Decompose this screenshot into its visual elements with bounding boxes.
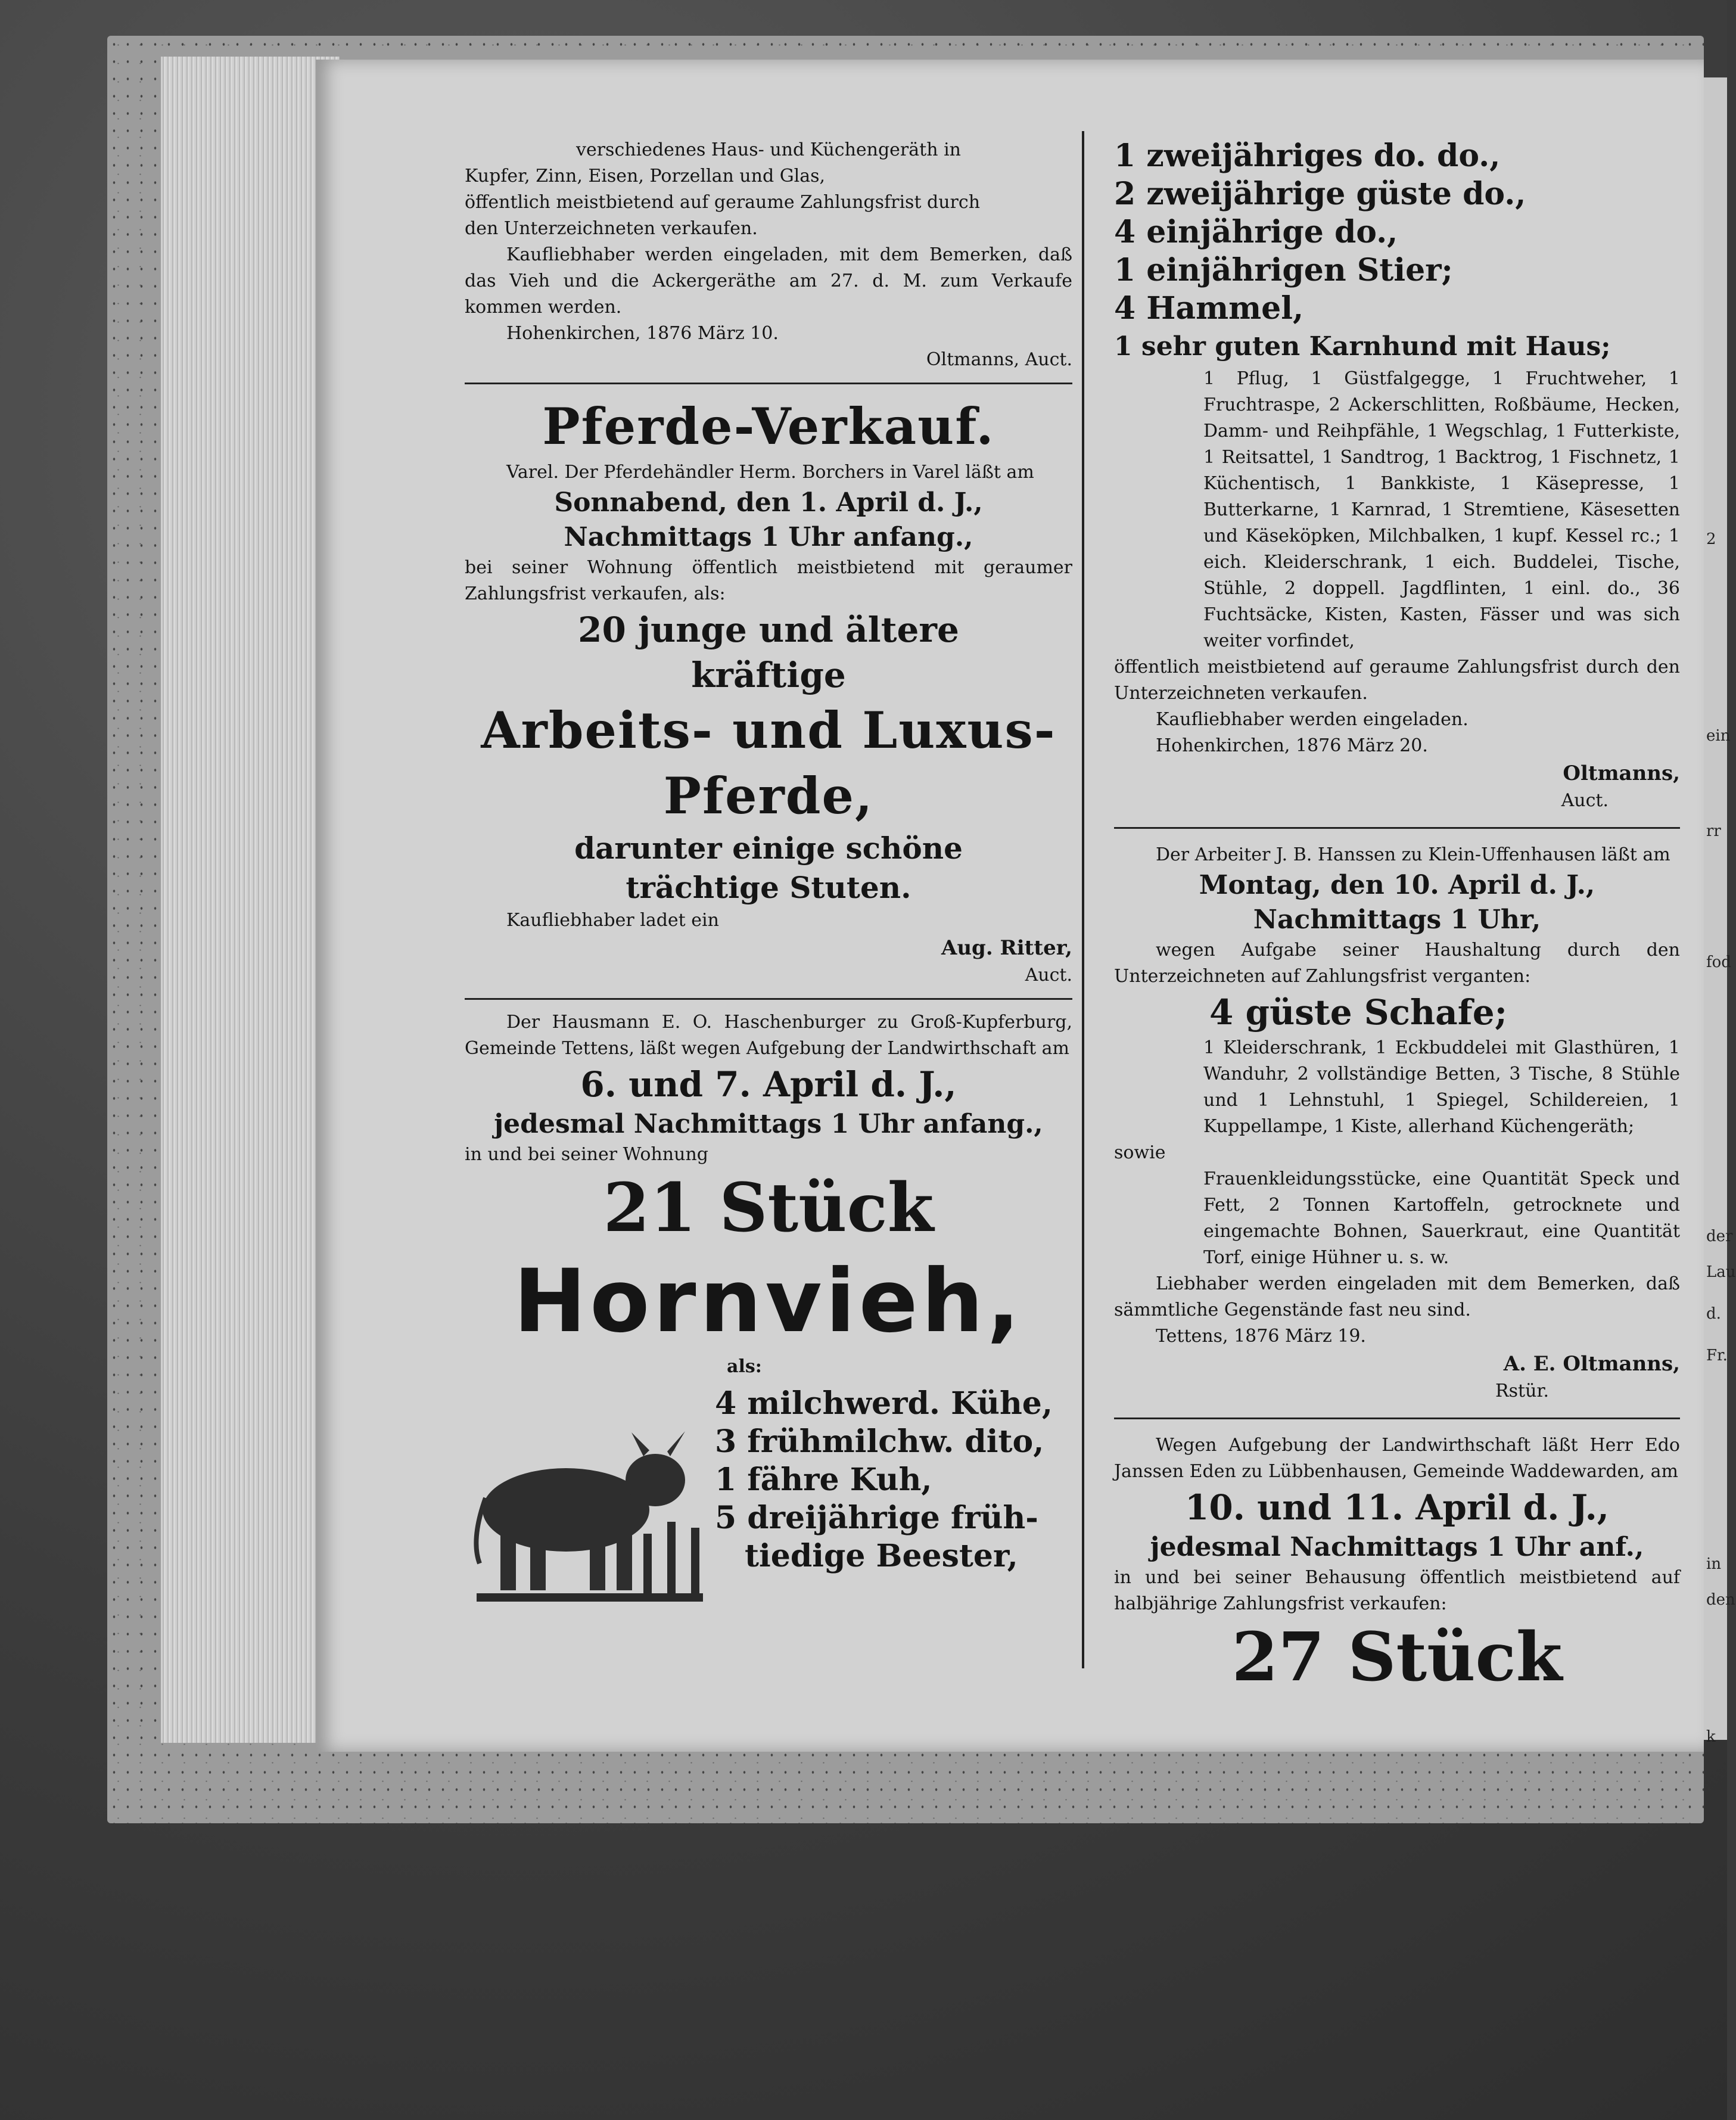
cattle-item: 3 frühmilchw. dito, [715,1423,1044,1460]
edo-sale-date: 10. und 11. April d. J., [1185,1487,1609,1528]
livestock-item: 4 einjährige do., [1114,214,1398,250]
cattle-sale-lead: Der Hausmann E. O. Haschenburger zu Groß-Kupferburg, Gemeinde Tettens, läßt wegen Aufgebung der Landwirthschaft am [465,1012,1072,1059]
intro-line: Kupfer, Zinn, Eisen, Porzellan und Glas, [465,166,826,186]
sheep-sale-terms: wegen Aufgabe seiner Haushaltung durch den Unterzeichneten auf Zahlungsfrist verganten: [1114,940,1680,987]
horse-sale-date: Sonnabend, den 1. April d. J., [554,487,983,518]
sheep-sale-signature: A. E. Oltmanns, [1503,1352,1680,1376]
sheep-sale-invite: Liebhaber werden eingeladen mit dem Bemerken, daß sämmtliche Gegenstände fast neu sind. [1114,1273,1680,1320]
intro-line: öffentlich meistbietend auf geraume Zahlungsfrist durch [465,192,981,213]
goods-signature-title: Auct. [1561,790,1609,811]
livestock-item: 2 zweijährige güste do., [1114,176,1526,212]
cattle-list [715,1385,1072,1575]
next-page-fragment: k [1706,1728,1716,1746]
cattle-sale-date: 6. und 7. April d. J., [580,1064,957,1105]
horse-sale-title: Pferde-Verkauf. [542,397,995,456]
left-column [465,137,1072,1611]
sheep-sale-ad [1114,842,1680,1404]
next-page-fragment: Lau [1706,1263,1736,1281]
next-page-fragment: d. [1706,1305,1721,1323]
horse-sale-line: 20 junge und ältere [578,610,959,650]
intro-note: Kaufliebhaber werden eingeladen, mit dem Bemerken, daß das Vieh und die Ackergeräthe am 27. d. M. zum Verkaufe kommen werden. [465,244,1072,318]
sheep-sale-time: Nachmittags 1 Uhr, [1253,904,1541,935]
cow-illustration [465,1420,715,1611]
page-edges [161,57,340,1743]
horse-sale-line: Arbeits- und Luxus- [481,701,1056,760]
next-page-fragment: fod [1706,953,1731,971]
edo-sale-count: 27 Stück [1231,1618,1563,1696]
livestock-item: 4 Hammel, [1114,290,1304,327]
goods-list: 1 Pflug, 1 Güstfalgegge, 1 Fruchtweher, 1 Fruchtraspe, 2 Ackerschlitten, Roßbäume, Hecken, Damm- und Reihpfähle, 1 Wegschlag, 1 Futterkiste, 1 Reitsattel, 1 Sandtrog, 1 Backtrog, 1 Fischnetz, 1 Küchentisch, 1 Bankkiste, 1 Käsepresse, 1 Butterkarne, 1 Karnrad, 1 Stremtiene, Käsesetten und Käseköpken, Milchbalken, 1 kupf. Kessel rc.; 1 eich. Kleiderschrank, 1 eich. Buddelei, Tische, Stühle, 2 doppell. Jagdflinten, 1 einl. do., 36 Fuchtsäcke, Kisten, Kasten, Fässer und was sich weiter vorfindet, [1203,368,1680,651]
intro-notice [465,137,1072,373]
sheep-sale-extras: Frauenkleidungsstücke, eine Quantität Speck und Fett, 2 Tonnen Kartoffeln, getrocknete und eingemachte Bohnen, Sauerkraut, eine Quantität Torf, einige Hühner u. s. w. [1203,1168,1680,1268]
next-page-fragment: ein [1706,727,1731,745]
section-rule [1114,827,1680,829]
intro-line: den Unterzeichneten verkaufen. [465,218,758,239]
goods-signature: Oltmanns, [1563,761,1680,785]
cattle-item: 1 fähre Kuh, [715,1462,932,1498]
section-rule [465,998,1072,1000]
goods-close: öffentlich meistbietend auf geraume Zahlungsfrist durch den Unterzeichneten verkaufen. [1114,657,1680,704]
intro-signature: Oltmanns, Auct. [926,349,1072,370]
next-page-fragment: den [1706,1591,1735,1609]
livestock-continuation [1114,137,1680,814]
cattle-sale-count: 21 Stück [603,1169,934,1247]
cattle-sale-title: Hornvieh, [513,1251,1024,1352]
cattle-sale-place: in und bei seiner Wohnung [465,1144,708,1165]
right-column [1114,137,1680,1698]
edo-sale-lead: Wegen Aufgebung der Landwirthschaft läßt Herr Edo Janssen Eden zu Lübbenhausen, Gemeinde Waddewarden, am [1114,1435,1680,1482]
goods-dateline: Hohenkirchen, 1876 März 20. [1156,735,1428,756]
next-page-fragment: in [1706,1555,1722,1573]
sheep-sale-signature-title: Rstür. [1495,1381,1549,1401]
next-page-fragment: Fr. [1706,1347,1728,1364]
horse-sale-ad [465,394,1072,988]
horse-sale-signature: Aug. Ritter, [941,936,1072,960]
sheep-sale-title: 4 güste Schafe; [1209,992,1508,1033]
newspaper-page [316,60,1704,1752]
sheep-sale-furniture: 1 Kleiderschrank, 1 Eckbuddelei mit Glasthüren, 1 Wanduhr, 2 vollständige Betten, 3 Tische, 8 Stühle und 1 Lehnstuhl, 1 Spiegel, Schildereien, 1 Kuppellampe, 1 Kiste, allerhand Küchengeräth; [1203,1037,1680,1137]
livestock-item: 1 sehr guten Karnhund mit Haus; [1114,331,1611,362]
sheep-sale-date: Montag, den 10. April d. J., [1199,870,1595,900]
sheep-sale-lead: Der Arbeiter J. B. Hanssen zu Klein-Uffenhausen läßt am [1156,844,1670,865]
goods-invite: Kaufliebhaber werden eingeladen. [1156,709,1469,730]
horse-sale-signature-title: Auct. [1025,965,1072,986]
column-divider [1082,131,1084,1668]
section-rule [1114,1418,1680,1419]
cattle-list-block [465,1385,1072,1611]
horse-sale-lead: Varel. Der Pferdehändler Herm. Borchers in Varel läßt am [506,462,1034,483]
edo-sale-ad [1114,1432,1680,1698]
cattle-sale-als: als: [727,1356,762,1377]
cattle-sale-time: jedesmal Nachmittags 1 Uhr anfang., [494,1109,1043,1139]
intro-line: verschiedenes Haus- und Küchengeräth in [576,139,961,160]
horse-sale-line: darunter einige schöne [574,831,963,866]
edo-sale-time: jedesmal Nachmittags 1 Uhr anf., [1150,1532,1644,1562]
next-page-edge [1704,77,1736,1746]
horse-sale-time: Nachmittags 1 Uhr anfang., [564,522,973,552]
next-page-fragment: der [1706,1227,1733,1245]
section-rule [465,383,1072,384]
sheep-sale-sowie: sowie [1114,1142,1166,1163]
next-page-fragment: rr [1706,822,1721,840]
horse-sale-line: kräftige [691,655,846,695]
horse-sale-terms: bei seiner Wohnung öffentlich meistbietend mit geraumer Zahlungsfrist verkaufen, als: [465,557,1072,604]
intro-dateline: Hohenkirchen, 1876 März 10. [506,323,779,344]
cattle-sale-ad [465,1009,1072,1611]
livestock-item: 1 einjährigen Stier; [1114,252,1453,288]
next-page-fragment: 2 [1706,530,1716,548]
cattle-item: tiedige Beester, [745,1538,1018,1574]
livestock-item: 1 zweijähriges do. do., [1114,138,1501,174]
horse-sale-invite: Kaufliebhaber ladet ein [506,910,719,931]
cattle-item: 4 milchwerd. Kühe, [715,1385,1053,1422]
horse-sale-line: Pferde, [663,766,874,825]
edo-sale-terms: in und bei seiner Behausung öffentlich meistbietend auf halbjährige Zahlungsfrist verkaufen: [1114,1567,1680,1614]
sheep-sale-dateline: Tettens, 1876 März 19. [1156,1326,1366,1347]
cattle-item: 5 dreijährige früh- [715,1500,1038,1536]
horse-sale-line: trächtige Stuten. [626,870,911,905]
